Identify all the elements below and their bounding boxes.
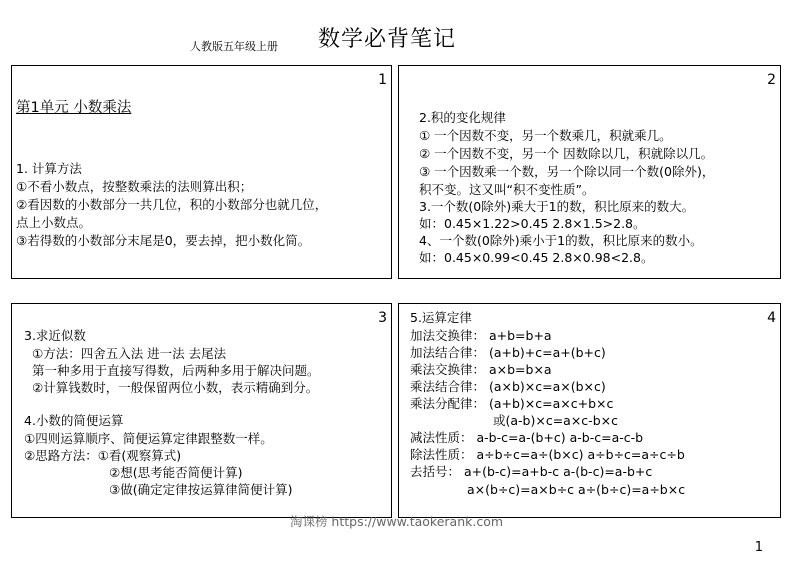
note-line: 加法结合律： (a+b)+c=a+(b+c)	[410, 345, 606, 360]
note-line: 积不变。这又叫“积不变性质”。	[419, 182, 595, 197]
note-line: 5.运算定律	[410, 310, 472, 325]
page-number: 1	[754, 540, 763, 555]
note-line: ③若得数的小数部分末尾是0，要去掉，把小数化简。	[16, 233, 311, 248]
note-line: ①四则运算顺序、简便运算定律跟整数一样。	[24, 431, 273, 446]
note-line: 3.求近似数	[24, 328, 86, 343]
note-line: ③ 一个因数乘一个数，另一个除以同一个数(0除外)，	[419, 164, 715, 179]
note-line: ②思路方法：①看(观察算式)	[24, 448, 182, 463]
grade-subtitle: 人教版五年级上册	[190, 40, 278, 53]
note-line: 4.小数的简便运算	[24, 413, 124, 428]
note-box-1	[11, 65, 392, 279]
note-line: ②计算钱数时，一般保留两位小数，表示精确到分。	[32, 380, 319, 395]
note-line: 除法性质： a÷b÷c=a÷(b×c) a÷b÷c=a÷c÷b	[410, 447, 685, 462]
box-number: 3	[378, 310, 387, 326]
note-box-3	[11, 303, 392, 518]
note-line: ①不看小数点，按整数乘法的法则算出积；	[16, 179, 253, 194]
note-line: 1. 计算方法	[16, 161, 82, 176]
note-line: 去括号： a+(b-c)=a+b-c a-(b-c)=a-b+c	[410, 464, 653, 479]
note-line: ②想(思考能否简便计算)	[109, 465, 243, 480]
page-title: 数学必背笔记	[318, 27, 457, 52]
unit-heading: 第1单元 小数乘法	[16, 100, 132, 116]
note-line: a×(b÷c)=a×b÷c a÷(b÷c)=a÷b×c	[467, 482, 686, 497]
note-line: 2.积的变化规律	[419, 110, 506, 125]
box-number: 1	[378, 72, 387, 88]
note-box-4	[398, 303, 781, 518]
note-line: 加法交换律： a+b=b+a	[410, 328, 552, 343]
note-line: ②看因数的小数部分一共几位，积的小数部分也就几位，	[16, 197, 328, 212]
note-line: 乘法分配律： (a+b)×c=a×c+b×c	[410, 396, 614, 411]
note-line: 如：0.45×0.99<0.45 2.8×0.98<2.8。	[419, 250, 654, 265]
note-line: 4、一个数(0除外)乘小于1的数，积比原来的数小。	[419, 233, 703, 248]
note-line: 第一种多用于直接写得数，后两种多用于解决问题。	[32, 363, 320, 378]
note-line: ② 一个因数不变，另一个 因数除以几，积就除以几。	[419, 146, 714, 161]
note-line: 或(a-b)×c=a×c-b×c	[493, 413, 618, 428]
note-line: ① 一个因数不变，另一个数乘几，积就乘几。	[419, 128, 672, 143]
note-line: 乘法结合律： (a×b)×c=a×(b×c)	[410, 379, 606, 394]
note-box-2	[398, 65, 781, 279]
note-line: 如：0.45×1.22>0.45 2.8×1.5>2.8。	[419, 216, 646, 231]
watermark-text: 淘课榜 https://www.taokerank.com	[289, 514, 504, 529]
note-line: ③做(确定定律按运算律简便计算)	[109, 482, 293, 497]
note-line: 乘法交换律： a×b=b×a	[410, 362, 552, 377]
note-line: 3.一个数(0除外)乘大于1的数，积比原来的数大。	[419, 199, 695, 214]
box-number: 2	[767, 72, 776, 88]
note-line: 减法性质： a-b-c=a-(b+c) a-b-c=a-c-b	[410, 430, 644, 445]
note-line: 点上小数点。	[16, 215, 92, 230]
box-number: 4	[767, 310, 776, 326]
note-line: ①方法：四舍五入法 进一法 去尾法	[32, 346, 227, 361]
